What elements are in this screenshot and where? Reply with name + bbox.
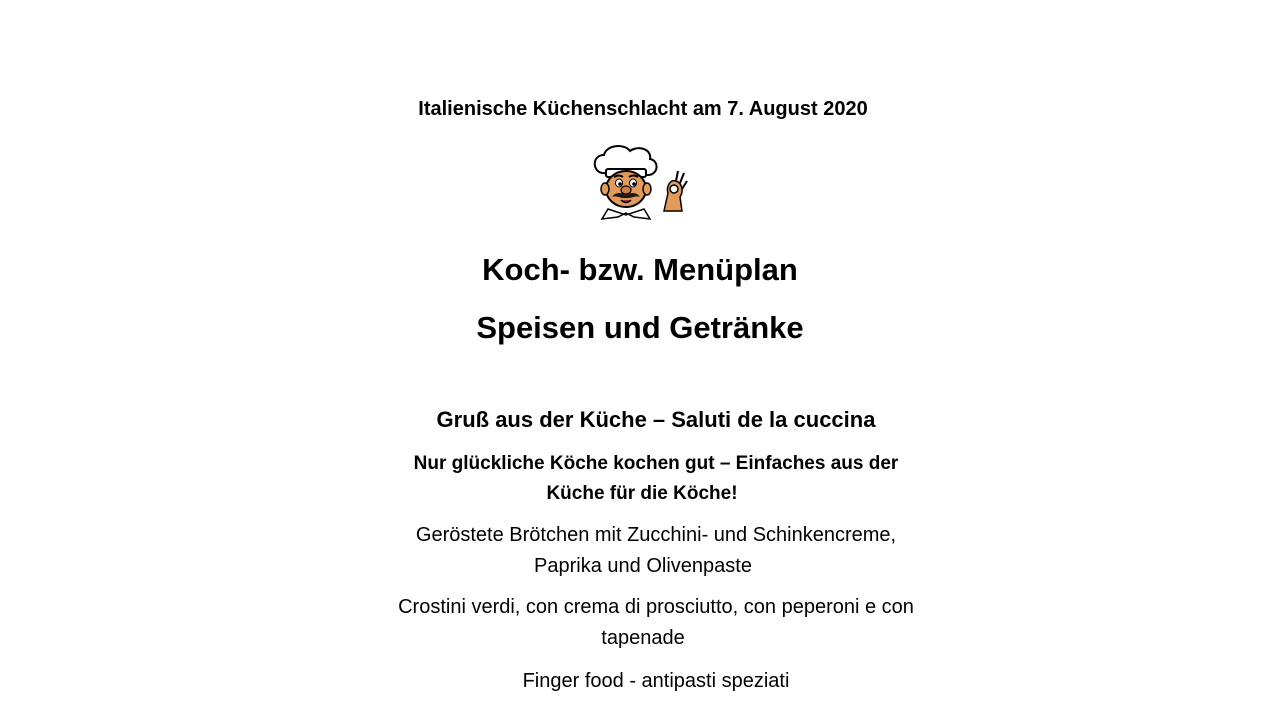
dish-german-line-1: Geröstete Brötchen mit Zucchini- und Schinkencreme, bbox=[415, 524, 897, 546]
dish-german-line-2: Paprika und Olivenpaste bbox=[534, 555, 752, 577]
section-heading: Gruß aus der Küche – Saluti de la cuccina bbox=[436, 407, 876, 432]
page-subtitle: Speisen und Getränke bbox=[476, 310, 804, 345]
finger-food-line: Finger food - antipasti speziati bbox=[522, 670, 790, 692]
event-title: Italienische Küchenschlacht am 7. August 2020 bbox=[418, 98, 868, 120]
dish-italian-line-1: Crostini verdi, con crema di prosciutto, con peperoni e con bbox=[398, 596, 914, 618]
tagline-line-2: Küche für die Köche! bbox=[546, 483, 738, 504]
chef-ok-gesture-icon bbox=[590, 143, 690, 221]
tagline-line-1: Nur glückliche Köche kochen gut – Einfaches aus der bbox=[413, 453, 899, 474]
dish-italian-line-2: tapenade bbox=[601, 627, 685, 649]
page-title: Koch- bzw. Menüplan bbox=[482, 252, 798, 287]
